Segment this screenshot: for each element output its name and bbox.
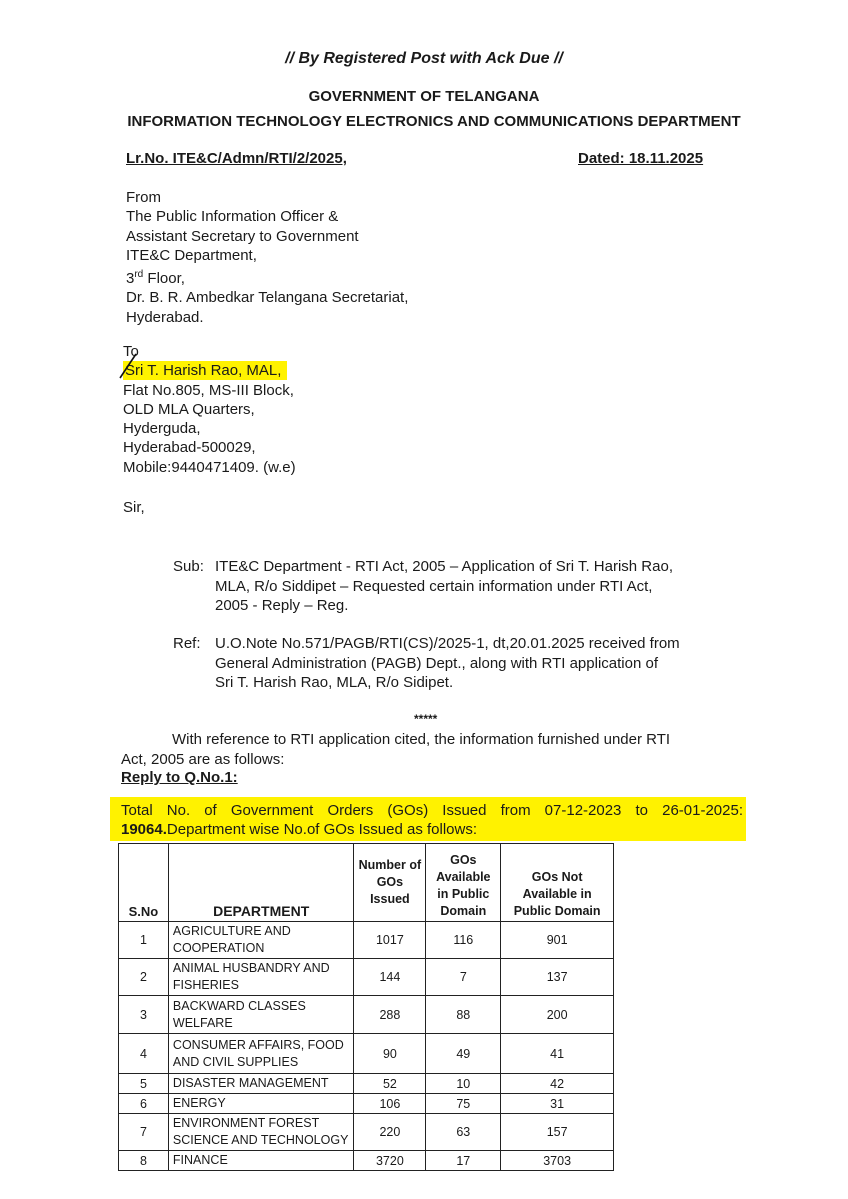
separator-stars: ***** <box>414 712 438 726</box>
to-name: Sri T. Harish Rao, MAL, <box>123 361 296 380</box>
cell-not-available: 137 <box>501 959 614 996</box>
reference-line: U.O.Note No.571/PAGB/RTI(CS)/2025-1, dt,20.01.2025 received from <box>215 635 680 652</box>
salutation: Sir, <box>123 499 145 516</box>
total-count: 19064. <box>121 821 167 838</box>
cell-sno: 7 <box>119 1114 169 1151</box>
total-gos-statement: Total No. of Government Orders (GOs) Issued from 07-12-2023 to 26-01-2025: 19064.Department wise No.of GOs Issued as follows: <box>121 802 743 838</box>
to-block <box>123 342 296 477</box>
body-line: Act, 2005 are as follows: <box>121 751 285 768</box>
from-line: Assistant Secretary to Government <box>126 227 359 245</box>
cell-sno: 2 <box>119 959 169 996</box>
table-row <box>119 1094 614 1114</box>
to-line: Hyderabad-500029, <box>123 439 256 457</box>
government-title: GOVERNMENT OF TELANGANA <box>308 88 540 105</box>
header-not-available: GOs Not Available in Public Domain <box>501 844 614 922</box>
table-row <box>119 1034 614 1074</box>
cell-not-available: 3703 <box>501 1151 614 1171</box>
to-line: Mobile:9440471409. (w.e) <box>123 458 296 476</box>
cell-not-available: 41 <box>501 1034 614 1074</box>
from-floor-line: 3rd Floor, <box>126 269 185 288</box>
cell-available: 116 <box>426 922 501 959</box>
to-line: Hyderguda, <box>123 420 201 438</box>
cell-issued: 288 <box>354 996 426 1034</box>
cell-not-available: 42 <box>501 1074 614 1094</box>
subject-block <box>173 557 745 616</box>
table-row <box>119 1151 614 1171</box>
table-row <box>119 996 614 1034</box>
cell-issued: 106 <box>354 1094 426 1114</box>
pen-tick-mark <box>116 350 140 380</box>
table-row <box>119 922 614 959</box>
table-header-row <box>119 844 614 922</box>
subject-line: MLA, R/o Siddipet – Requested certain information under RTI Act, <box>215 577 653 595</box>
cell-issued: 52 <box>354 1074 426 1094</box>
cell-available: 10 <box>426 1074 501 1094</box>
from-block <box>126 188 408 327</box>
header-issued: Number of GOs Issued <box>354 844 426 922</box>
table-row <box>119 1074 614 1094</box>
header-department: DEPARTMENT <box>168 844 354 922</box>
reference-line: Sri T. Harish Rao, MLA, R/o Sidipet. <box>215 674 454 691</box>
reference-line: General Administration (PAGB) Dept., along with RTI application of <box>215 654 658 672</box>
subject-line: 2005 - Reply – Reg. <box>215 597 349 614</box>
cell-department: BACKWARD CLASSES WELFARE <box>168 996 354 1034</box>
cell-department: ENERGY <box>168 1094 354 1114</box>
table-row <box>119 1114 614 1151</box>
cell-not-available: 200 <box>501 996 614 1034</box>
subject-line: ITE&C Department - RTI Act, 2005 – Application of Sri T. Harish Rao, <box>215 558 673 575</box>
post-mode-line: // By Registered Post with Ack Due // <box>285 50 563 67</box>
cell-not-available: 157 <box>501 1114 614 1151</box>
cell-department: ENVIRONMENT FOREST SCIENCE AND TECHNOLOGY <box>168 1114 354 1151</box>
cell-sno: 1 <box>119 922 169 959</box>
cell-available: 17 <box>426 1151 501 1171</box>
header-available: GOs Available in Public Domain <box>426 844 501 922</box>
from-line: The Public Information Officer & <box>126 208 339 226</box>
cell-issued: 1017 <box>354 922 426 959</box>
from-label: From <box>126 189 161 206</box>
cell-available: 63 <box>426 1114 501 1151</box>
body-line: With reference to RTI application cited, the information furnished under RTI <box>172 731 671 748</box>
cell-not-available: 31 <box>501 1094 614 1114</box>
reply-heading: Reply to Q.No.1: <box>121 769 238 786</box>
from-line: Dr. B. R. Ambedkar Telangana Secretariat, <box>126 289 409 307</box>
cell-department: FINANCE <box>168 1151 354 1171</box>
cell-available: 7 <box>426 959 501 996</box>
letter-date: Dated: 18.11.2025 <box>578 150 704 167</box>
from-line: Hyderabad. <box>126 308 204 326</box>
cell-issued: 144 <box>354 959 426 996</box>
cell-sno: 6 <box>119 1094 169 1114</box>
cell-sno: 5 <box>119 1074 169 1094</box>
department-title: INFORMATION TECHNOLOGY ELECTRONICS AND COMMUNICATIONS DEPARTMENT <box>127 113 741 130</box>
header-sno: S.No <box>119 844 169 922</box>
cell-sno: 8 <box>119 1151 169 1171</box>
cell-issued: 90 <box>354 1034 426 1074</box>
to-line: Flat No.805, MS-III Block, <box>123 381 294 399</box>
table-row <box>119 959 614 996</box>
cell-issued: 3720 <box>354 1151 426 1171</box>
reference-block <box>173 634 745 693</box>
cell-department: CONSUMER AFFAIRS, FOOD AND CIVIL SUPPLIES <box>168 1034 354 1074</box>
cell-sno: 4 <box>119 1034 169 1074</box>
go-table <box>118 843 614 1171</box>
to-line: OLD MLA Quarters, <box>123 400 255 418</box>
cell-department: AGRICULTURE AND COOPERATION <box>168 922 354 959</box>
cell-sno: 3 <box>119 996 169 1034</box>
from-line: ITE&C Department, <box>126 246 257 264</box>
cell-available: 49 <box>426 1034 501 1074</box>
cell-issued: 220 <box>354 1114 426 1151</box>
cell-not-available: 901 <box>501 922 614 959</box>
cell-available: 75 <box>426 1094 501 1114</box>
cell-department: ANIMAL HUSBANDRY AND FISHERIES <box>168 959 354 996</box>
letter-number: Lr.No. ITE&C/Admn/RTI/2/2025, <box>126 150 347 167</box>
reference-label: Ref: <box>173 635 201 652</box>
cell-department: DISASTER MANAGEMENT <box>168 1074 354 1094</box>
cell-available: 88 <box>426 996 501 1034</box>
subject-label: Sub: <box>173 558 204 575</box>
to-label: To <box>123 343 139 360</box>
